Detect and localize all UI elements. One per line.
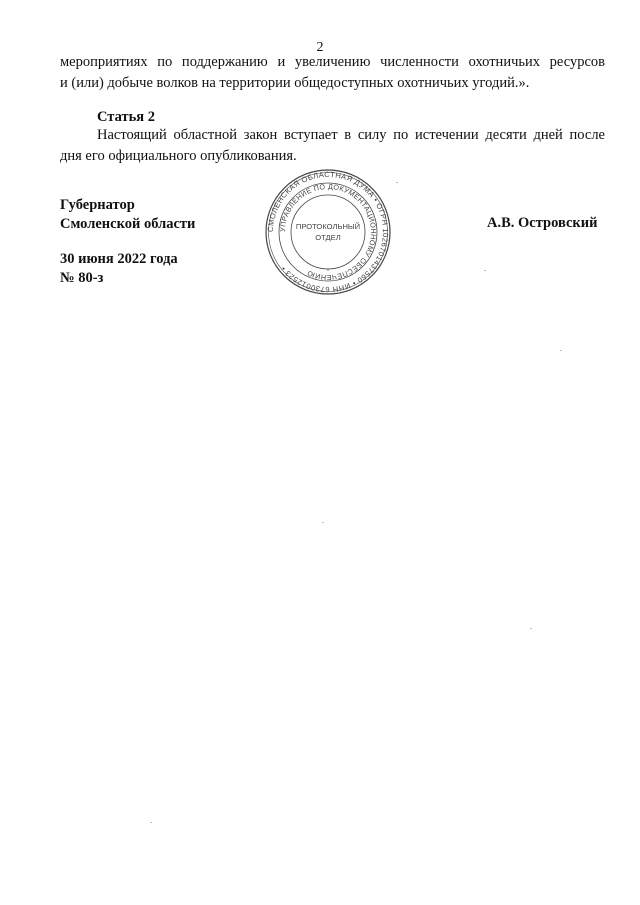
signer-name: А.В. Островский bbox=[487, 215, 598, 231]
paragraph-line: дня его официального опубликования. bbox=[60, 148, 297, 164]
signer-title-line: Губернатор bbox=[60, 197, 135, 213]
document-number: № 80-з bbox=[60, 270, 104, 286]
stamp-star-icon: * bbox=[326, 268, 330, 275]
article-heading: Статья 2 bbox=[97, 109, 155, 125]
stamp-center-line: ОТДЕЛ bbox=[315, 233, 341, 242]
paragraph-line: мероприятиях по поддержанию и увеличению численности охотничьих ресурсов bbox=[60, 54, 605, 70]
document-date: 30 июня 2022 года bbox=[60, 251, 178, 267]
scan-speck bbox=[530, 628, 532, 629]
scan-speck bbox=[150, 822, 152, 823]
scan-speck bbox=[484, 270, 486, 271]
scan-speck bbox=[560, 350, 562, 351]
stamp-outer-text: СМОЛЕНСКАЯ ОБЛАСТНАЯ ДУМА • ОГРН 1026701437560 • ИНН 6730012523 • bbox=[265, 169, 391, 295]
signer-title bbox=[60, 196, 195, 234]
scan-speck bbox=[396, 182, 398, 183]
paragraph-line: и (или) добыче волков на территории общедоступных охотничьих угодий.». bbox=[60, 75, 530, 91]
stamp-inner-text: УПРАВЛЕНИЕ ПО ДОКУМЕНТАЦИОННОМУ ОБЕСПЕЧЕНИЮ bbox=[277, 181, 379, 283]
scan-speck bbox=[322, 522, 324, 523]
official-seal-stamp bbox=[265, 169, 391, 295]
page-number: 2 bbox=[316, 40, 324, 55]
signer-title-line: Смоленской области bbox=[60, 216, 196, 232]
article-paragraph bbox=[60, 125, 605, 167]
stamp-center-line: ПРОТОКОЛЬНЫЙ bbox=[295, 222, 361, 231]
document-date-number bbox=[60, 250, 178, 288]
paragraph-line: Настоящий областной закон вступает в силу по истечении десяти дней после bbox=[97, 127, 605, 143]
paragraph-continuation bbox=[60, 52, 605, 94]
